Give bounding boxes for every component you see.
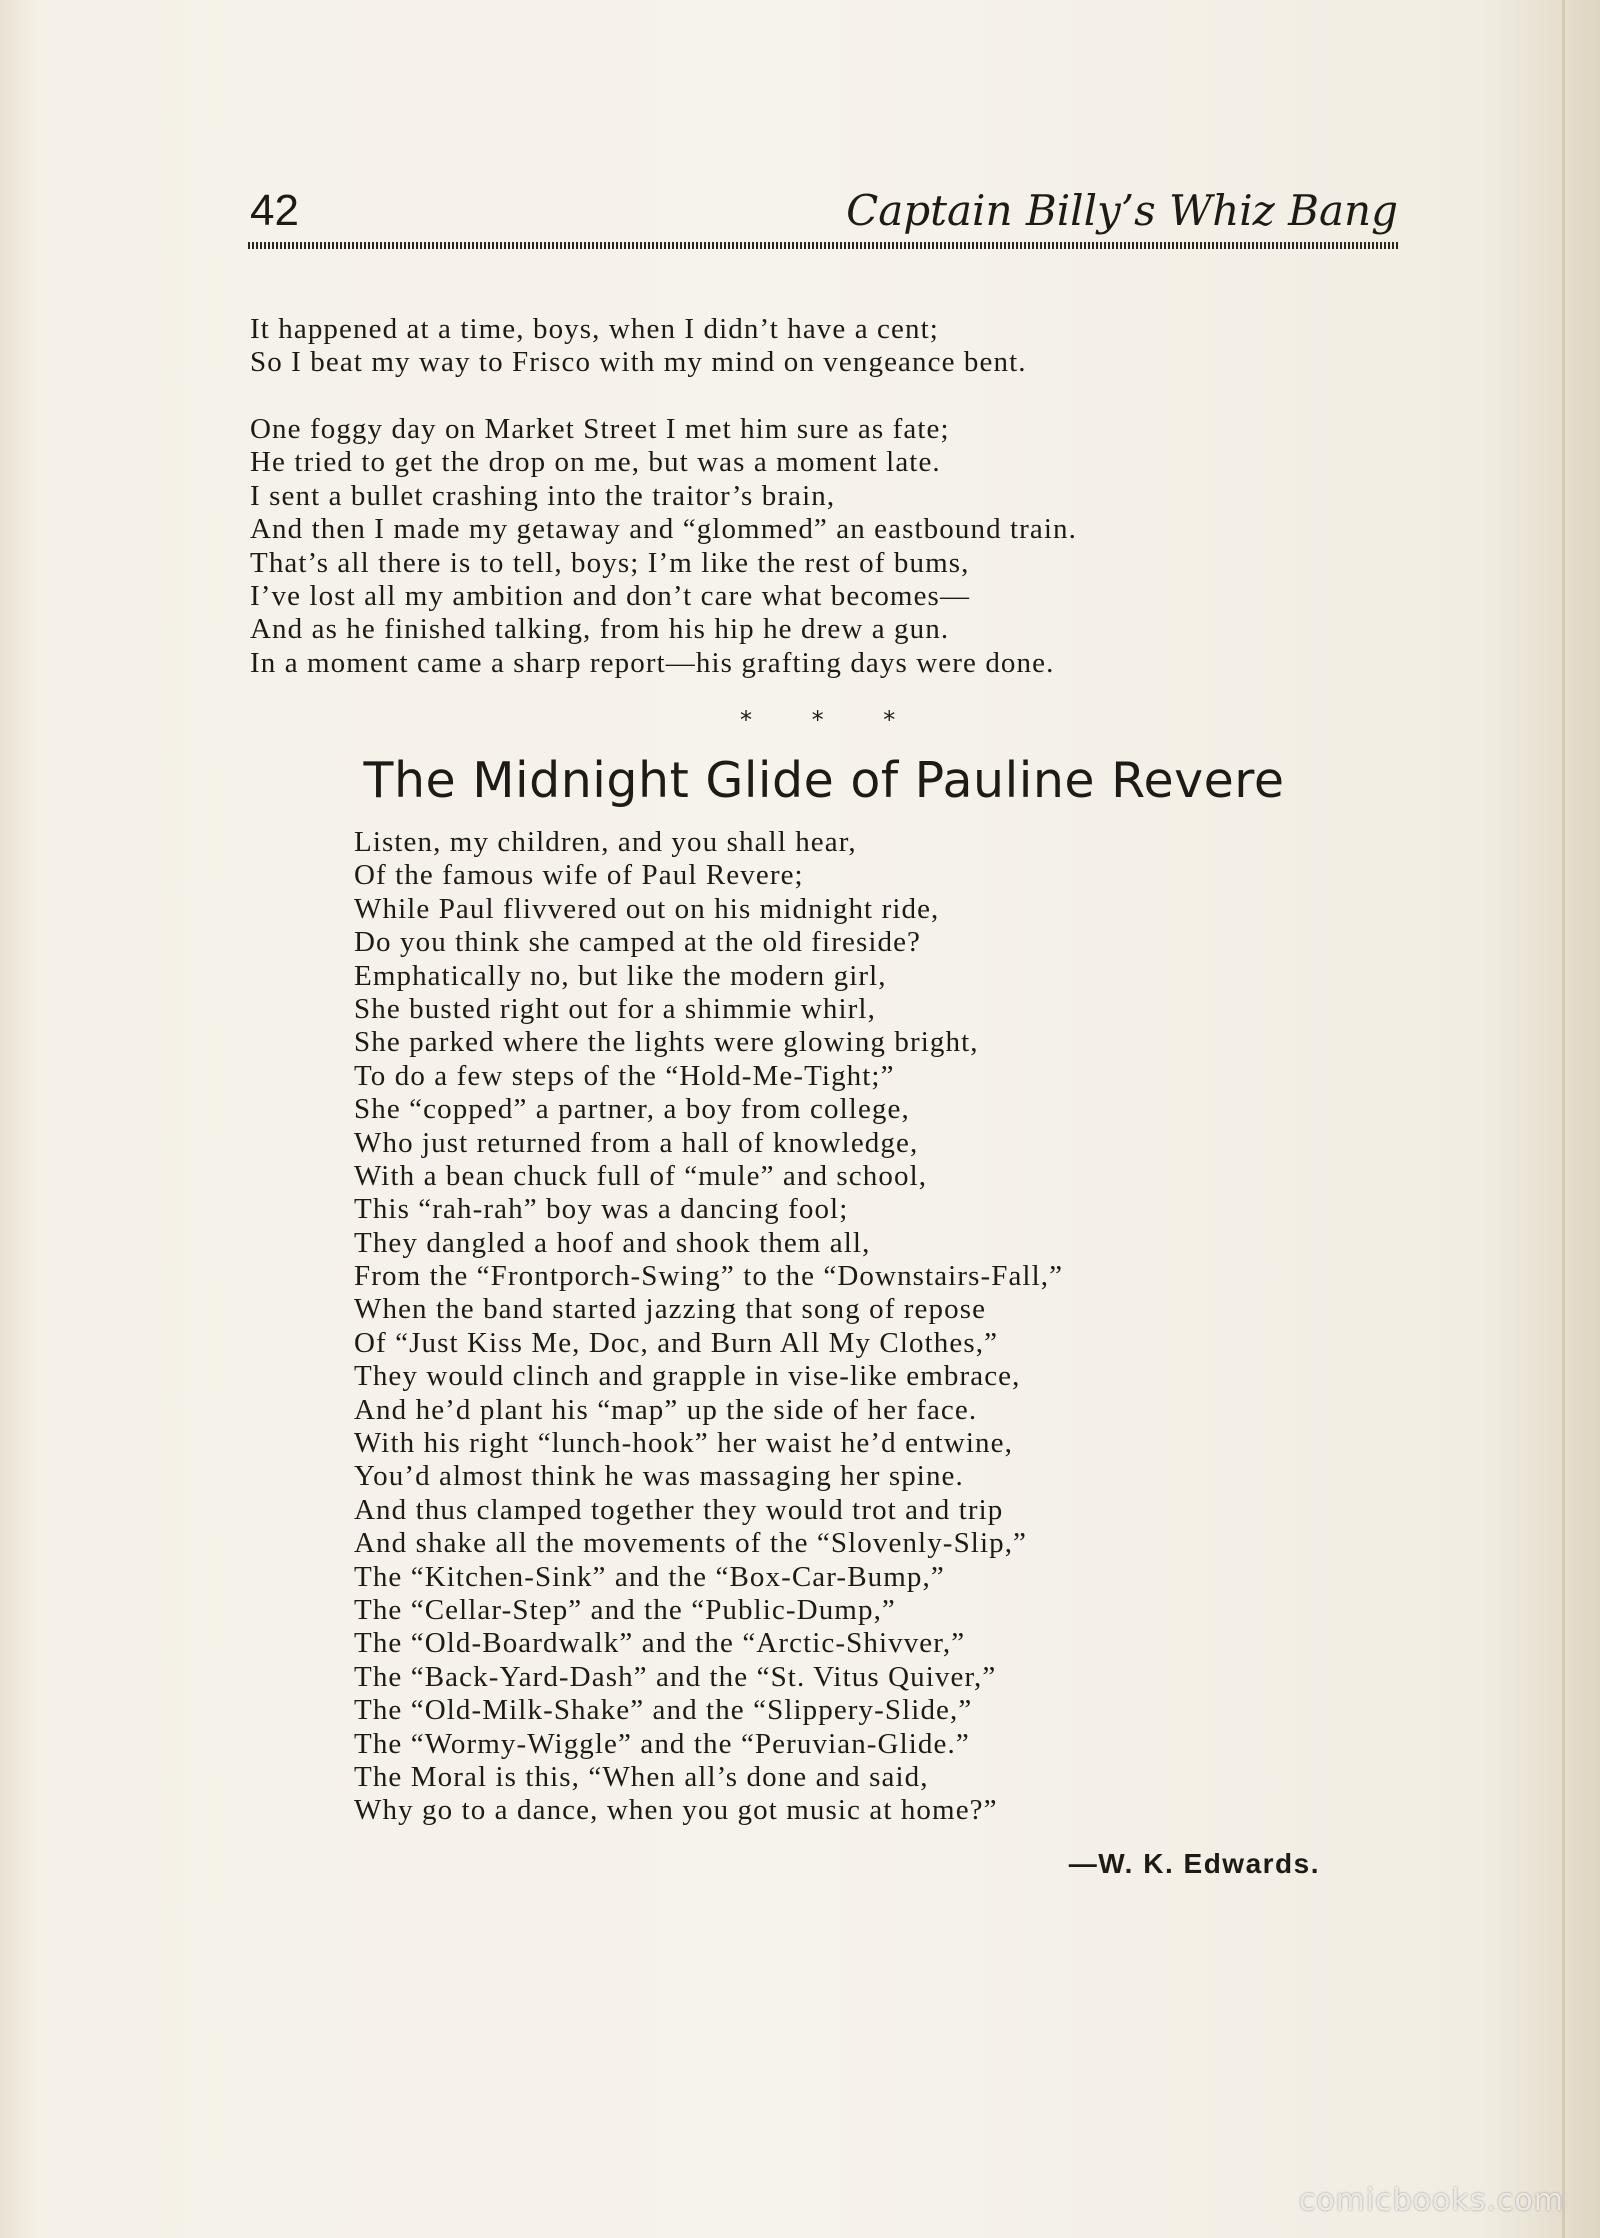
poem-line: Of the famous wife of Paul Revere;	[354, 859, 804, 892]
verse-line: That’s all there is to tell, boys; I’m like the rest of bums,	[250, 546, 970, 579]
poem-line: The “Old-Boardwalk” and the “Arctic-Shivver,”	[354, 1627, 966, 1660]
poem-line: The “Back-Yard-Dash” and the “St. Vitus Quiver,”	[354, 1660, 997, 1693]
poem-line: The Moral is this, “When all’s done and said,	[354, 1760, 929, 1793]
poem-line: She “copped” a partner, a boy from college,	[354, 1093, 910, 1126]
poem-line: And thus clamped together they would trot and trip	[354, 1493, 1004, 1526]
poem-line: The “Kitchen-Sink” and the “Box-Car-Bump,”	[354, 1560, 945, 1593]
section-separator: * * *	[740, 706, 922, 734]
poem-line: She busted right out for a shimmie whirl,	[354, 992, 876, 1025]
poem-line: Emphatically no, but like the modern girl,	[354, 959, 887, 992]
running-title: Captain Billy’s Whiz Bang	[846, 186, 1398, 235]
poem-line: Do you think she camped at the old fireside?	[354, 926, 922, 959]
poem-line: When the band started jazzing that song of repose	[354, 1293, 987, 1326]
verse-line: And as he finished talking, from his hip he drew a gun.	[250, 613, 950, 646]
verse-line: He tried to get the drop on me, but was a moment late.	[250, 446, 941, 479]
page-header	[250, 186, 1398, 236]
poem-line: From the “Frontporch-Swing” to the “Downstairs-Fall,”	[354, 1260, 1064, 1293]
poem-line: The “Cellar-Step” and the “Public-Dump,”	[354, 1593, 896, 1626]
poem-line: The “Old-Milk-Shake” and the “Slippery-Slide,”	[354, 1694, 973, 1727]
poem-line: To do a few steps of the “Hold-Me-Tight;”	[354, 1059, 895, 1092]
verse-line: So I beat my way to Frisco with my mind on vengeance bent.	[250, 346, 1027, 379]
author-credit: —W. K. Edwards.	[1068, 1848, 1320, 1879]
poem-line: They dangled a hoof and shook them all,	[354, 1226, 871, 1259]
poem-line: Why go to a dance, when you got music at home?”	[354, 1794, 998, 1827]
poem-line: With his right “lunch-hook” her waist he’d entwine,	[354, 1427, 1013, 1460]
poem-line: Who just returned from a hall of knowledge,	[354, 1126, 919, 1159]
watermark: comicbooks.com	[1298, 2183, 1564, 2218]
poem-body	[354, 826, 1063, 1828]
stanza-2	[250, 413, 1077, 680]
poem-line: While Paul flivvered out on his midnight ride,	[354, 892, 940, 925]
page-fold	[1562, 0, 1565, 2238]
verse-line: I sent a bullet crashing into the traitor’s brain,	[250, 479, 836, 512]
poem-line: And he’d plant his “map” up the side of her face.	[354, 1393, 978, 1426]
poem-line: The “Wormy-Wiggle” and the “Peruvian-Glide.”	[354, 1727, 970, 1760]
poem-line: And shake all the movements of the “Slovenly-Slip,”	[354, 1527, 1028, 1560]
stanza-1	[250, 313, 1027, 380]
poem-line: Of “Just Kiss Me, Doc, and Burn All My Clothes,”	[354, 1326, 999, 1359]
poem-line: She parked where the lights were glowing bright,	[354, 1026, 979, 1059]
header-rule	[248, 242, 1398, 249]
page-number: 42	[250, 186, 299, 235]
verse-line: One foggy day on Market Street I met him sure as fate;	[250, 413, 950, 445]
poem-line: You’d almost think he was massaging her spine.	[354, 1460, 964, 1493]
verse-line: I’ve lost all my ambition and don’t care what becomes—	[250, 579, 971, 612]
verse-line: In a moment came a sharp report—his grafting days were done.	[250, 646, 1055, 679]
poem-line: Listen, my children, and you shall hear,	[354, 826, 857, 858]
poem-line: They would clinch and grapple in vise-like embrace,	[354, 1360, 1021, 1393]
poem-line: This “rah-rah” boy was a dancing fool;	[354, 1193, 849, 1226]
verse-line: And then I made my getaway and “glommed” an eastbound train.	[250, 513, 1078, 546]
poem-title: The Midnight Glide of Pauline Revere	[363, 752, 1285, 809]
poem-line: With a bean chuck full of “mule” and school,	[354, 1159, 928, 1192]
verse-line: It happened at a time, boys, when I didn’t have a cent;	[250, 313, 939, 345]
